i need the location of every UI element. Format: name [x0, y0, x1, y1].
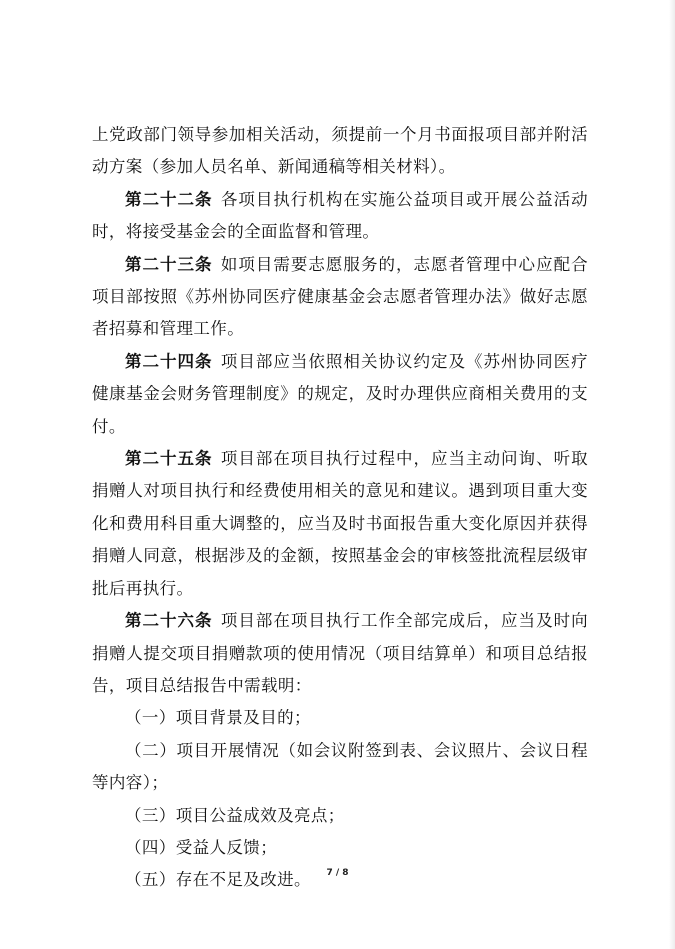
article-text: 项目部应当依照相关协议约定及《苏州协同医疗健康基金会财务管理制度》的规定，及时办理供应商相关费用的支付。 [92, 351, 589, 436]
article-24 [92, 346, 588, 443]
article-number: 第二十四条 [125, 351, 213, 371]
page-number: 7 / 8 [326, 868, 349, 878]
article-number: 第二十三条 [125, 254, 213, 274]
list-item: （一）项目背景及目的； [125, 708, 311, 728]
page-edge-shadow [669, 0, 675, 949]
article-number: 第二十五条 [125, 449, 213, 469]
article-text: 项目部在项目执行工作全部完成后，应当及时向捐赠人提交项目捐赠款项的使用情况（项目结算单）和项目总结报告，项目总结报告中需载明： [92, 611, 589, 695]
list-item: （三）项目公益成效及亮点； [125, 805, 345, 825]
article-text: 各项目执行机构在实施公益项目或开展公益活动时，将接受基金会的全面监督和管理。 [92, 189, 589, 242]
list-item: （四）受益人反馈； [125, 837, 278, 857]
paragraph-text: 上党政部门领导参加相关活动，须提前一个月书面报项目部并附活动方案（参加人员名单、新闻通稿等相关材料）。 [92, 125, 588, 177]
article-22 [92, 184, 588, 249]
list-item: （五）存在不足及改进。 [125, 870, 311, 890]
article-number: 第二十二条 [125, 189, 213, 209]
paragraph-continued [92, 119, 588, 184]
article-26 [92, 605, 588, 702]
article-text: 项目部在项目执行过程中，应当主动问询、听取捐赠人对项目执行和经费使用相关的意见和建议。遇到项目重大变化和费用科目重大调整的，应当及时书面报告重大变化原因并获得捐赠人同意，根据涉及的金额，按照基金会的审核签批流程层级审批后再执行。 [92, 449, 589, 598]
article-number: 第二十六条 [125, 611, 213, 631]
list-item: （二）项目开展情况（如会议附签到表、会议照片、会议日程等内容）； [92, 740, 588, 793]
article-23 [92, 249, 588, 346]
article-text: 如项目需要志愿服务的，志愿者管理中心应配合项目部按照《苏州协同医疗健康基金会志愿者管理办法》做好志愿者招募和管理工作。 [92, 254, 589, 339]
page-content [92, 119, 588, 897]
article-25 [92, 443, 588, 605]
